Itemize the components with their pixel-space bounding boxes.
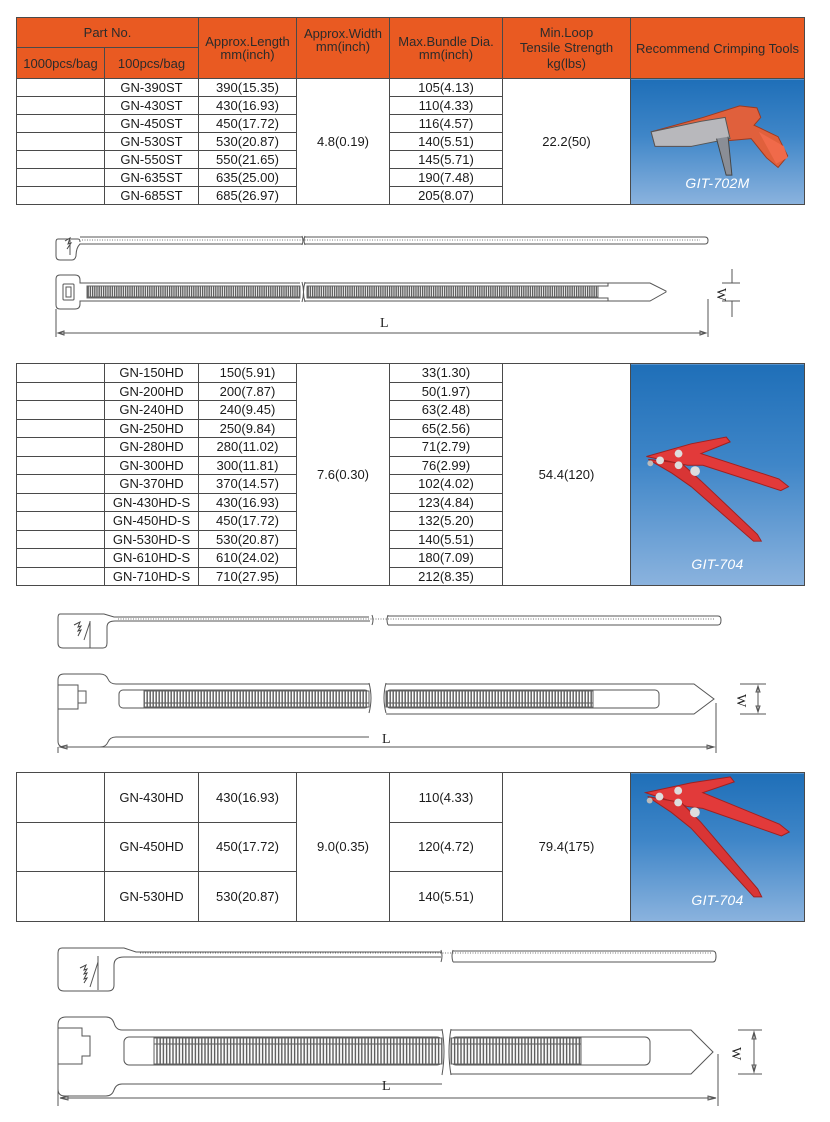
cell-bundle: 65(2.56)	[390, 419, 503, 438]
cell-bundle: 140(5.51)	[390, 872, 503, 922]
cell-pack-1000	[17, 187, 105, 205]
cell-width: 9.0(0.35)	[297, 773, 390, 922]
width-label: W	[713, 288, 728, 302]
cell-bundle: 212(8.35)	[390, 567, 503, 586]
cell-tensile: 54.4(120)	[503, 364, 631, 586]
cell-pack-1000	[17, 401, 105, 420]
cell-bundle: 76(2.99)	[390, 456, 503, 475]
spec-table-hd-wide	[16, 772, 805, 922]
cell-length: 430(16.93)	[199, 97, 297, 115]
cell-length: 200(7.87)	[199, 382, 297, 401]
cell-length: 450(17.72)	[199, 512, 297, 531]
cell-length: 635(25.00)	[199, 169, 297, 187]
table-row	[17, 364, 805, 383]
cell-part-no: GN-450HD	[105, 822, 199, 872]
table-row	[17, 79, 805, 97]
cell-part-no: GN-450HD-S	[105, 512, 199, 531]
cell-part-no: GN-530ST	[105, 133, 199, 151]
cell-part-no: GN-240HD	[105, 401, 199, 420]
crimping-tool-image	[631, 79, 805, 205]
side-view	[58, 614, 721, 648]
spec-table-hd	[16, 363, 805, 586]
cell-pack-1000	[17, 115, 105, 133]
width-label: W	[728, 1047, 743, 1061]
cell-pack-1000	[17, 567, 105, 586]
width-dimension	[733, 684, 766, 714]
crimping-tool-image	[631, 364, 805, 586]
cell-part-no: GN-300HD	[105, 456, 199, 475]
cell-pack-1000	[17, 97, 105, 115]
cell-pack-1000	[17, 382, 105, 401]
cell-bundle: 71(2.79)	[390, 438, 503, 457]
header-tensile: Min.Loop Tensile Strength kg(lbs)	[503, 18, 631, 79]
cell-bundle: 63(2.48)	[390, 401, 503, 420]
cell-part-no: GN-430ST	[105, 97, 199, 115]
cell-length: 240(9.45)	[199, 401, 297, 420]
cell-bundle: 50(1.97)	[390, 382, 503, 401]
cell-pack-1000	[17, 872, 105, 922]
cable-tie-drawing-hd	[0, 603, 830, 758]
cell-part-no: GN-430HD	[105, 773, 199, 823]
cell-length: 300(11.81)	[199, 456, 297, 475]
cable-tie-drawing-st	[0, 225, 830, 340]
length-label: L	[380, 316, 389, 331]
cell-bundle: 110(4.33)	[390, 97, 503, 115]
cell-length: 280(11.02)	[199, 438, 297, 457]
cell-length: 370(14.57)	[199, 475, 297, 494]
tool-model-label: GIT-702M	[685, 175, 750, 191]
cell-bundle: 110(4.33)	[390, 773, 503, 823]
length-dimension	[56, 299, 708, 337]
cell-length: 530(20.87)	[199, 872, 297, 922]
cell-length: 685(26.97)	[199, 187, 297, 205]
cell-part-no: GN-430HD-S	[105, 493, 199, 512]
tool-model-label: GIT-704	[691, 556, 744, 572]
length-label: L	[382, 732, 391, 747]
cell-tensile: 22.2(50)	[503, 79, 631, 205]
side-view	[56, 236, 708, 260]
header-pack-1000: 1000pcs/bag	[17, 48, 105, 79]
table-row	[17, 773, 805, 823]
cell-pack-1000	[17, 530, 105, 549]
cell-bundle: 132(5.20)	[390, 512, 503, 531]
cell-part-no: GN-200HD	[105, 382, 199, 401]
width-label: W	[733, 694, 748, 708]
cell-pack-1000	[17, 438, 105, 457]
header-bundle: Max.Bundle Dia. mm(inch)	[390, 18, 503, 79]
cell-part-no: GN-610HD-S	[105, 549, 199, 568]
cell-bundle: 205(8.07)	[390, 187, 503, 205]
length-dimension	[58, 703, 716, 753]
cell-pack-1000	[17, 364, 105, 383]
cell-pack-1000	[17, 773, 105, 823]
cell-part-no: GN-550ST	[105, 151, 199, 169]
cell-length: 450(17.72)	[199, 822, 297, 872]
cell-length: 610(24.02)	[199, 549, 297, 568]
header-length: Approx.Length mm(inch)	[199, 18, 297, 79]
cell-length: 530(20.87)	[199, 530, 297, 549]
crimping-tool-image	[631, 773, 805, 922]
top-view	[56, 275, 666, 309]
cell-length: 710(27.95)	[199, 567, 297, 586]
cell-bundle: 116(4.57)	[390, 115, 503, 133]
width-dimension	[728, 1030, 762, 1074]
width-dimension	[713, 269, 740, 317]
cell-part-no: GN-370HD	[105, 475, 199, 494]
cable-tie-drawing-hd-wide	[0, 940, 830, 1110]
cell-part-no: GN-635ST	[105, 169, 199, 187]
tool-model-label: GIT-704	[691, 891, 744, 908]
cell-tensile: 79.4(175)	[503, 773, 631, 922]
cell-pack-1000	[17, 549, 105, 568]
cell-bundle: 140(5.51)	[390, 133, 503, 151]
header-width: Approx.Width mm(inch)	[297, 18, 390, 79]
cell-part-no: GN-250HD	[105, 419, 199, 438]
tie-pliers-illustration	[631, 364, 804, 585]
cell-length: 250(9.84)	[199, 419, 297, 438]
cell-length: 450(17.72)	[199, 115, 297, 133]
cell-pack-1000	[17, 133, 105, 151]
cell-length: 430(16.93)	[199, 773, 297, 823]
cell-width: 7.6(0.30)	[297, 364, 390, 586]
cell-bundle: 120(4.72)	[390, 822, 503, 872]
spec-table-st	[16, 17, 805, 205]
cell-pack-1000	[17, 512, 105, 531]
cell-pack-1000	[17, 169, 105, 187]
side-view	[58, 948, 716, 991]
cell-pack-1000	[17, 419, 105, 438]
cell-pack-1000	[17, 456, 105, 475]
cell-pack-1000	[17, 475, 105, 494]
cell-part-no: GN-280HD	[105, 438, 199, 457]
cell-part-no: GN-710HD-S	[105, 567, 199, 586]
cell-part-no: GN-150HD	[105, 364, 199, 383]
cell-bundle: 105(4.13)	[390, 79, 503, 97]
cell-length: 550(21.65)	[199, 151, 297, 169]
cell-part-no: GN-390ST	[105, 79, 199, 97]
cell-bundle: 123(4.84)	[390, 493, 503, 512]
cell-bundle: 102(4.02)	[390, 475, 503, 494]
cell-length: 150(5.91)	[199, 364, 297, 383]
cell-bundle: 180(7.09)	[390, 549, 503, 568]
cell-part-no: GN-450ST	[105, 115, 199, 133]
cell-length: 430(16.93)	[199, 493, 297, 512]
cell-part-no: GN-685ST	[105, 187, 199, 205]
header-tools: Recommend Crimping Tools	[631, 18, 805, 79]
cell-part-no: GN-530HD	[105, 872, 199, 922]
cell-part-no: GN-530HD-S	[105, 530, 199, 549]
cell-length: 390(15.35)	[199, 79, 297, 97]
cell-pack-1000	[17, 493, 105, 512]
cell-bundle: 145(5.71)	[390, 151, 503, 169]
cell-bundle: 140(5.51)	[390, 530, 503, 549]
cell-pack-1000	[17, 151, 105, 169]
cell-length: 530(20.87)	[199, 133, 297, 151]
cell-width: 4.8(0.19)	[297, 79, 390, 205]
cell-pack-1000	[17, 822, 105, 872]
length-label: L	[382, 1079, 391, 1094]
cell-bundle: 33(1.30)	[390, 364, 503, 383]
cell-pack-1000	[17, 79, 105, 97]
header-part-no: Part No.	[17, 18, 199, 48]
cell-bundle: 190(7.48)	[390, 169, 503, 187]
header-pack-100: 100pcs/bag	[105, 48, 199, 79]
